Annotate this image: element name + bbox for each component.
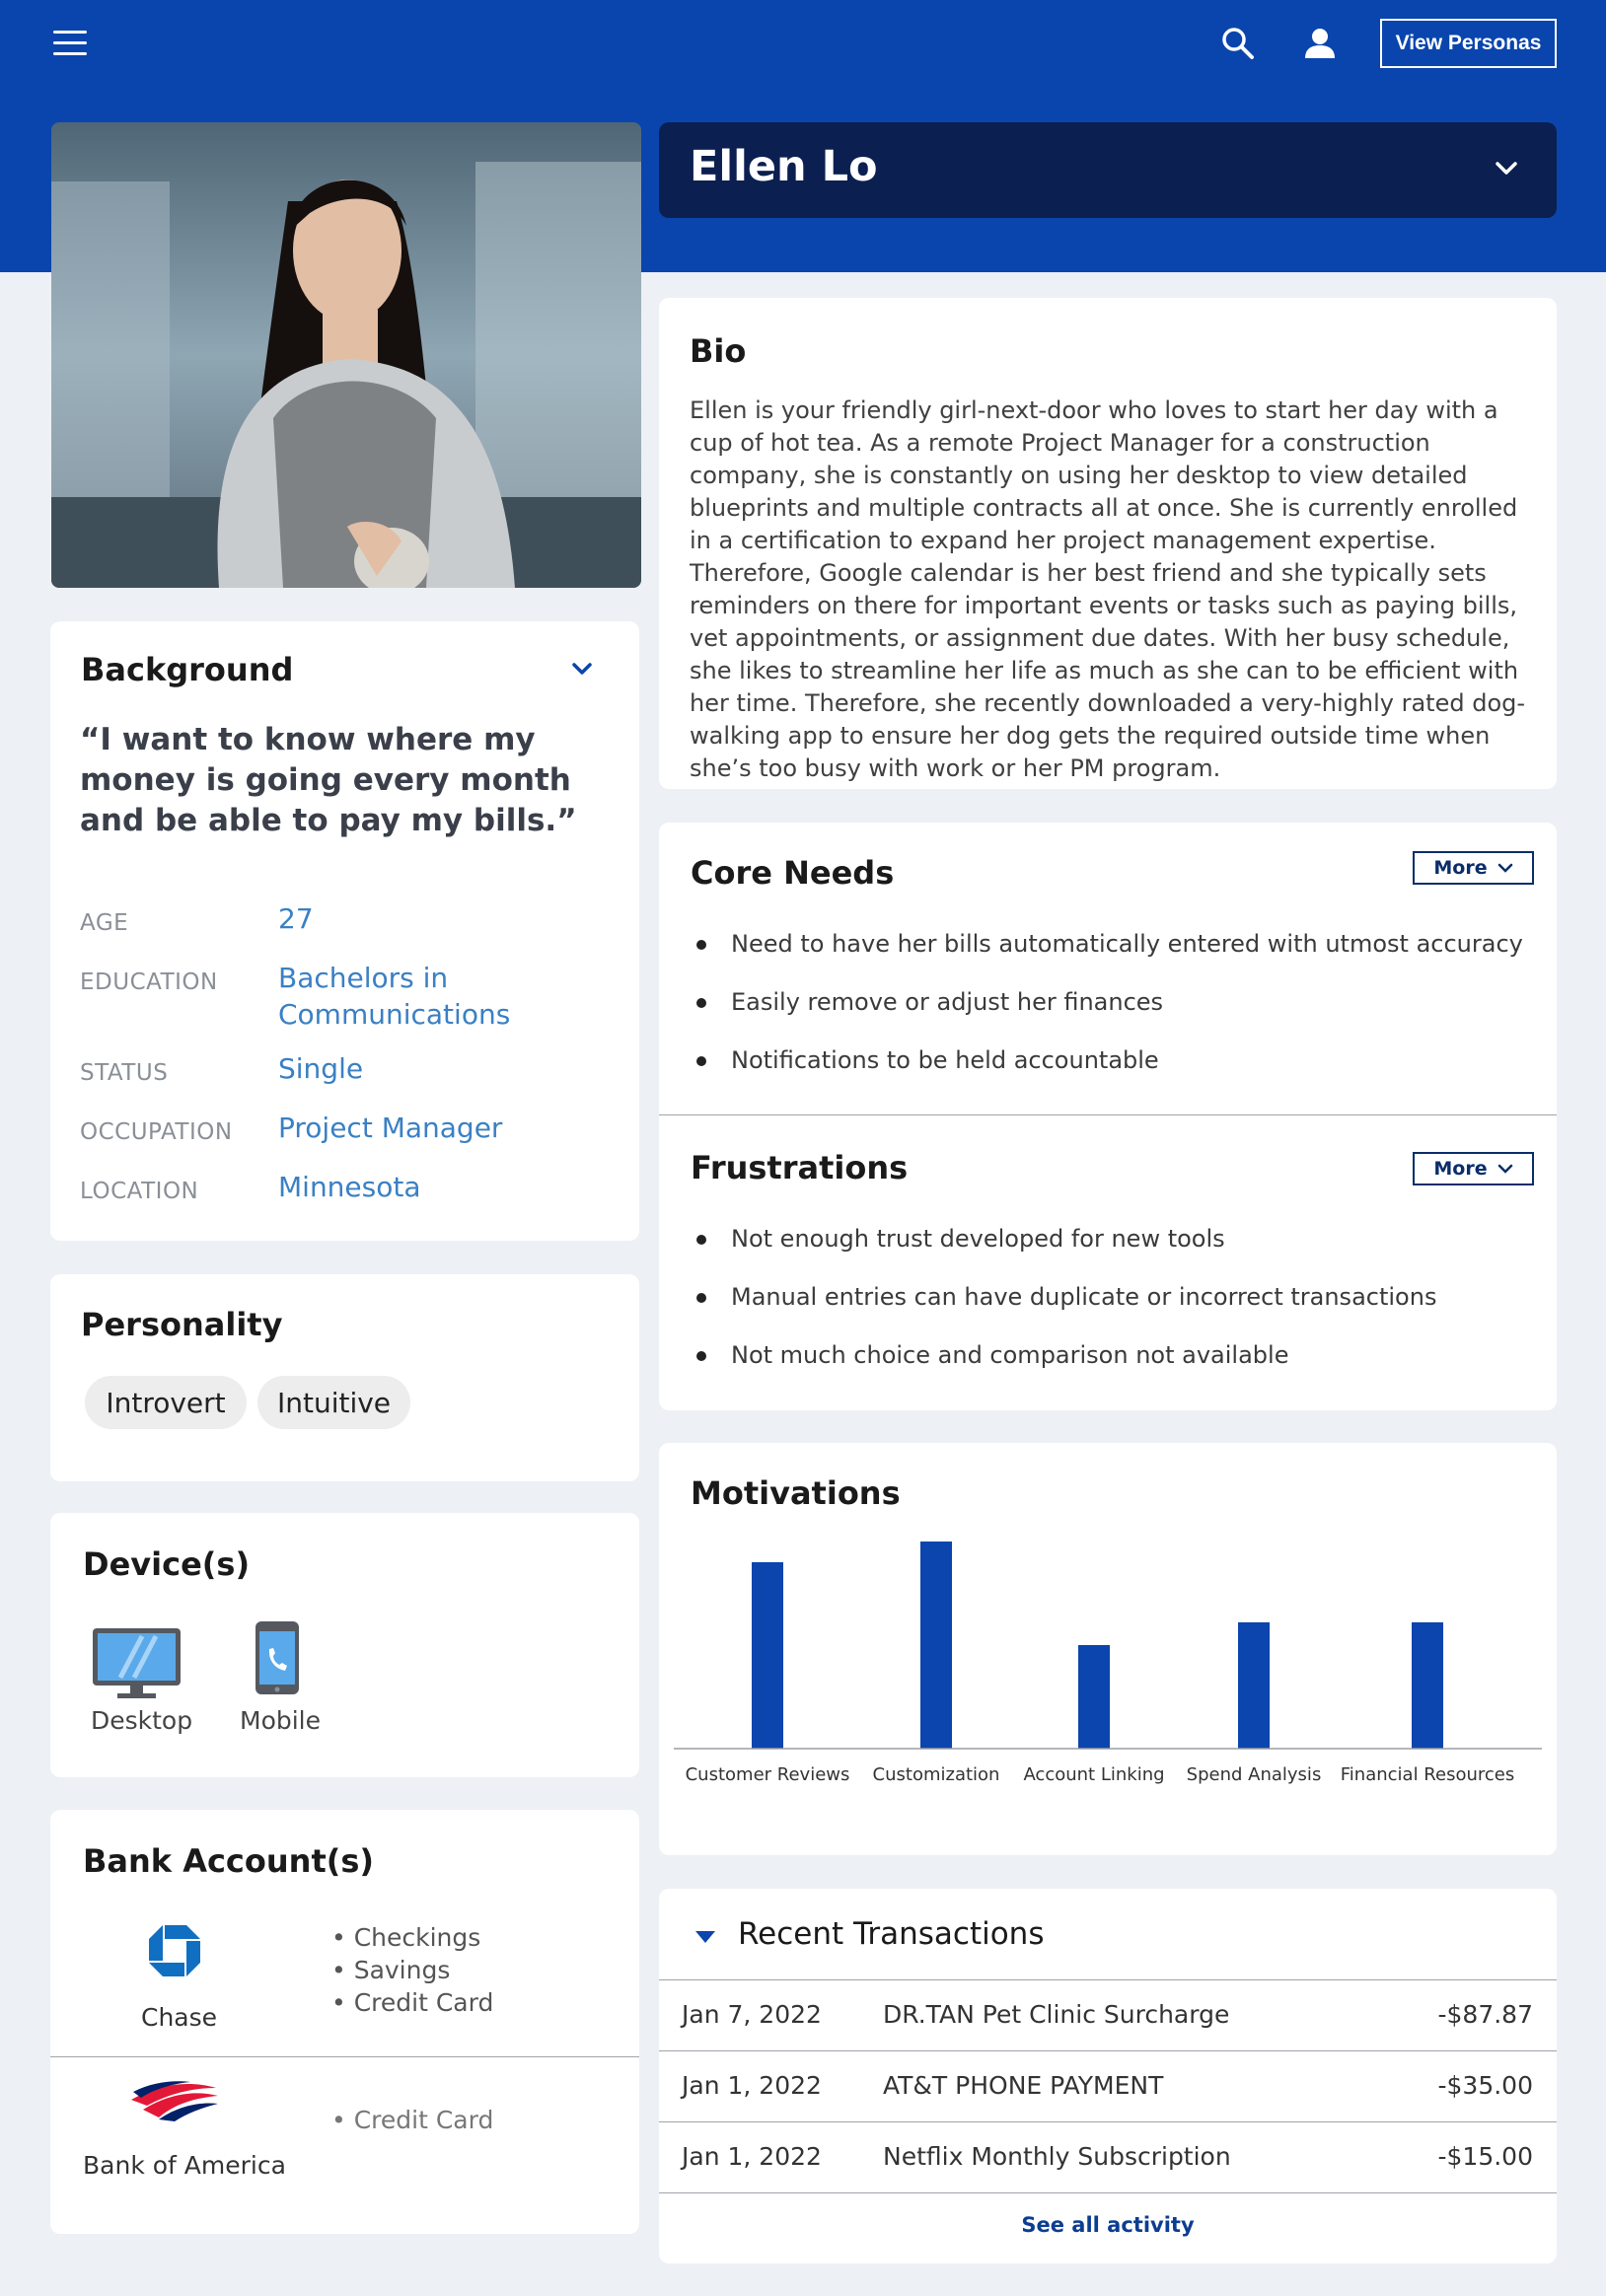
tx-amount: -$35.00 — [1437, 2071, 1533, 2100]
table-row[interactable] — [659, 2121, 1557, 2192]
device-label: Desktop — [91, 1706, 193, 1735]
attribute-label: OCCUPATION — [80, 1119, 233, 1145]
list-item: Not enough trust developed for new tools — [690, 1224, 1436, 1282]
core-needs-more-button[interactable] — [1413, 851, 1534, 885]
tx-description: Netflix Monthly Subscription — [883, 2142, 1231, 2171]
core-needs-list — [690, 929, 1523, 1104]
tx-date: Jan 7, 2022 — [682, 2000, 822, 2029]
bar-customer-reviews — [752, 1562, 783, 1749]
background-card — [50, 621, 639, 1241]
account-type: Credit Card — [353, 2106, 494, 2134]
motivations-title: Motivations — [691, 1474, 901, 1512]
persona-name-bar[interactable] — [659, 122, 1557, 218]
devices-title: Device(s) — [83, 1545, 251, 1583]
attribute-value: Minnesota — [278, 1171, 421, 1203]
bank-account-type: • Credit Card — [331, 2106, 494, 2134]
list-item: Notifications to be held accountable — [690, 1045, 1523, 1104]
persona-photo — [51, 122, 641, 588]
bio-text: Ellen is your friendly girl-next-door who loves to start her day with a cup of hot tea. As a remote Project Manager for a construction company, she is constantly on using her desktop to view detailed blueprints and multiple contracts all at once. She is currently enrolled in a certification to expand her project management expertise. Therefore, Google calendar is her best friend and she typically sets reminders on there for important events or tasks such as paying bills, vet appointments, or assignment due dates. With her busy schedule, she likes to streamline her life as much as she can to be efficient with her time. Therefore, she recently downloaded a very-highly rated dog-walking app to ensure her dog gets the required outside time when she’s too busy with work or her PM program. — [690, 396, 1526, 782]
tx-amount: -$15.00 — [1437, 2142, 1533, 2171]
needs-frustrations-card — [659, 823, 1557, 1410]
bio-title: Bio — [690, 332, 747, 370]
device-label: Mobile — [240, 1706, 322, 1735]
chevron-down-icon — [1497, 863, 1513, 874]
devices-card — [50, 1513, 639, 1777]
more-label: More — [1433, 1158, 1488, 1180]
desktop-icon — [91, 1626, 182, 1701]
bio-card — [659, 298, 1557, 789]
attribute-label: STATUS — [80, 1060, 169, 1086]
persona-quote: “I want to know where my money is going every month and be able to pay my bills.” — [80, 722, 577, 838]
motivations-chart — [659, 1443, 1557, 1855]
transactions-card — [659, 1889, 1557, 2263]
tick-label: Financial Resources — [1340, 1764, 1515, 1785]
bar-customization — [920, 1542, 952, 1749]
tick-label: Customization — [872, 1764, 1000, 1785]
bank-name: Bank of America — [83, 2151, 286, 2180]
background-title: Background — [81, 651, 294, 688]
caret-down-icon[interactable] — [695, 1929, 715, 1943]
see-all-activity-link[interactable]: See all activity — [1021, 2213, 1195, 2237]
attribute-value: Bachelors in Communications — [278, 962, 511, 1031]
bar-financial-resources — [1412, 1622, 1443, 1749]
attribute-value: Single — [278, 1052, 364, 1085]
persona-name: Ellen Lo — [690, 142, 878, 191]
personality-title: Personality — [81, 1306, 283, 1343]
personality-card — [50, 1274, 639, 1481]
tx-description: AT&T PHONE PAYMENT — [883, 2071, 1164, 2100]
chevron-down-icon[interactable] — [570, 661, 594, 677]
menu-icon[interactable] — [53, 31, 87, 56]
list-item: Not much choice and comparison not available — [690, 1340, 1436, 1399]
bank-account-type: • Checkings — [331, 1923, 481, 1952]
motivations-card — [659, 1443, 1557, 1855]
bank-divider — [50, 2056, 639, 2057]
chevron-down-icon[interactable] — [1494, 160, 1519, 178]
list-item: Manual entries can have duplicate or incorrect transactions — [690, 1282, 1436, 1340]
bank-of-america-logo — [129, 2078, 220, 2121]
section-divider — [659, 1114, 1557, 1115]
bar-account-linking — [1078, 1645, 1110, 1749]
core-needs-title: Core Needs — [691, 854, 895, 892]
frustrations-title: Frustrations — [691, 1149, 909, 1186]
mobile-icon — [254, 1619, 301, 1696]
attribute-label: LOCATION — [80, 1179, 199, 1204]
frustrations-list — [690, 1224, 1436, 1399]
attribute-value: 27 — [278, 902, 314, 935]
tick-label: Spend Analysis — [1186, 1764, 1322, 1785]
account-type: Checkings — [353, 1923, 481, 1952]
tick-label: Account Linking — [1023, 1764, 1165, 1785]
account-type: Credit Card — [353, 1988, 494, 2017]
bank-account-type: • Credit Card — [331, 1988, 494, 2017]
table-row[interactable] — [659, 1979, 1557, 2050]
tx-date: Jan 1, 2022 — [682, 2142, 822, 2171]
tx-description: DR.TAN Pet Clinic Surcharge — [883, 2000, 1230, 2029]
trait-chip: Intuitive — [257, 1376, 410, 1429]
search-icon[interactable] — [1221, 27, 1255, 60]
tx-date: Jan 1, 2022 — [682, 2071, 822, 2100]
chevron-down-icon — [1497, 1164, 1513, 1175]
bank-account-type: • Savings — [331, 1956, 451, 1984]
table-row[interactable] — [659, 2050, 1557, 2121]
transactions-title[interactable]: Recent Transactions — [738, 1916, 1045, 1952]
attribute-label: AGE — [80, 910, 129, 936]
table-bottom-border — [659, 2192, 1557, 2193]
bank-name: Chase — [141, 2003, 218, 2032]
attribute-label: EDUCATION — [80, 969, 218, 995]
bank-accounts-title: Bank Account(s) — [83, 1842, 375, 1880]
trait-chip: Introvert — [85, 1376, 247, 1429]
list-item: Need to have her bills automatically entered with utmost accuracy — [690, 929, 1523, 987]
frustrations-more-button[interactable] — [1413, 1152, 1534, 1185]
more-label: More — [1433, 857, 1488, 879]
tx-amount: -$87.87 — [1437, 2000, 1533, 2029]
list-item: Easily remove or adjust her finances — [690, 987, 1523, 1045]
chase-logo — [147, 1923, 202, 1978]
tick-label: Customer Reviews — [685, 1764, 850, 1785]
bar-spend-analysis — [1238, 1622, 1270, 1749]
bank-accounts-card — [50, 1810, 639, 2234]
account-type: Savings — [353, 1956, 451, 1984]
view-personas-button[interactable]: View Personas — [1380, 19, 1557, 68]
attribute-value: Project Manager — [278, 1112, 503, 1144]
user-icon[interactable] — [1304, 28, 1336, 59]
